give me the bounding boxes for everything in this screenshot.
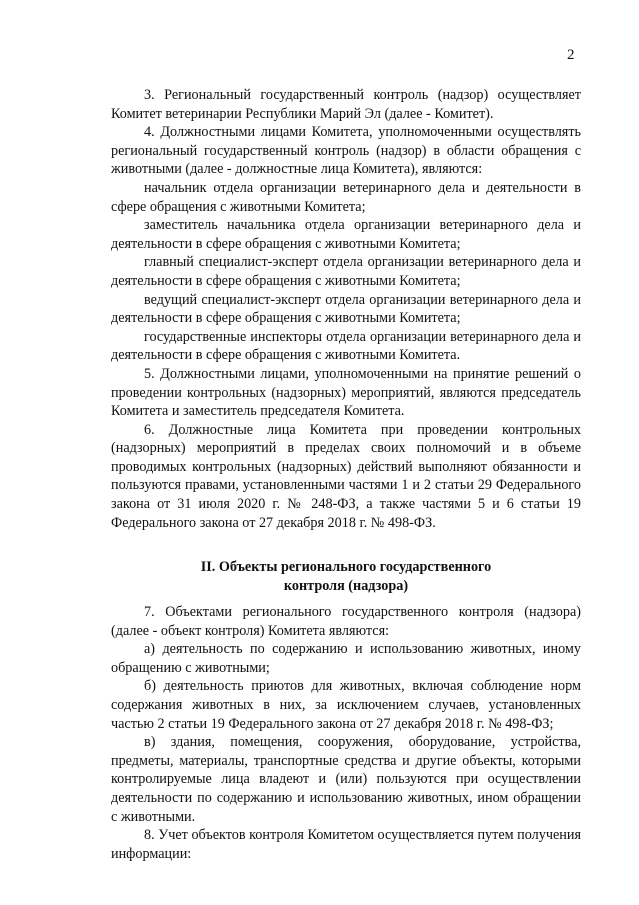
section-2-heading-line-1: II. Объекты регионального государственного xyxy=(200,559,492,575)
paragraph-7: 7. Объектами регионального государственного контроля (надзора) (далее - объект контроля) Комитета являются: xyxy=(111,604,581,639)
paragraph-3: 3. Региональный государственный контроль (надзор) осуществляет Комитет ветеринарии Республики Марий Эл (далее - Комитет). xyxy=(111,87,581,122)
paragraph-6: 6. Должностные лица Комитета при проведении контрольных (надзорных) мероприятий в пределах своих полномочий и в объеме проводимых контрольных (надзорных) действий выполняют обязанности и пользуются правами, установленными частями 1 и 2 статьи 29 Федерального закона от 31 июля 2020 г. № 248-ФЗ, а также частями 5 и 6 статьи 19 Федерального закона от 27 декабря 2018 г. № 498-ФЗ. xyxy=(111,421,581,531)
paragraph-4: 4. Должностными лицами Комитета, уполномоченными осуществлять региональный государственный контроль (надзор) в области обращения с животными (далее - должностные лица Комитета), являются: xyxy=(111,124,581,178)
list-item-lead-specialist: ведущий специалист-эксперт отдела организации ветеринарного дела и деятельности в сфере обращения с животными Комитета; xyxy=(111,291,581,327)
page-number: 2 xyxy=(567,47,575,63)
section-2-heading xyxy=(111,558,581,595)
list-item-a: а) деятельность по содержанию и использованию животных, иному обращению с животными; xyxy=(111,641,581,676)
paragraph-8: 8. Учет объектов контроля Комитетом осуществляется путем получения информации: xyxy=(111,827,581,862)
list-item-deputy-head: заместитель начальника отдела организации ветеринарного дела и деятельности в сфере обращения с животными Комитета; xyxy=(111,217,581,252)
paragraph-5: 5. Должностными лицами, уполномоченными на принятие решений о проведении контрольных (надзорных) мероприятий, являются председатель Комитета и заместитель председателя Комитета. xyxy=(111,365,581,420)
list-item-b: б) деятельность приютов для животных, включая соблюдение норм содержания животных в них, за исключением случаев, установленных частью 2 статьи 19 Федерального закона от 27 декабря 2018 г. № 498-ФЗ; xyxy=(111,678,581,732)
list-item-c: в) здания, помещения, сооружения, оборудование, устройства, предметы, материалы, транспортные средства и другие объекты, которыми контролируемые лица владеют и (или) пользуются при осуществлении деятельности по содержанию и использованию животных, ином обращении с животными. xyxy=(111,734,581,825)
list-item-chief-specialist: главный специалист-эксперт отдела организации ветеринарного дела и деятельности в сфере обращения с животными Комитета; xyxy=(111,254,581,289)
section-1-text xyxy=(111,86,581,532)
list-item-state-inspectors: государственные инспекторы отдела организации ветеринарного дела и деятельности в сфере обращения с животными Комитета. xyxy=(111,328,581,364)
list-item-head-of-department: начальник отдела организации ветеринарного дела и деятельности в сфере обращения с животными Комитета; xyxy=(111,179,581,215)
section-2-heading-line-2: контроля (надзора) xyxy=(283,577,409,594)
section-2-text xyxy=(111,603,581,863)
